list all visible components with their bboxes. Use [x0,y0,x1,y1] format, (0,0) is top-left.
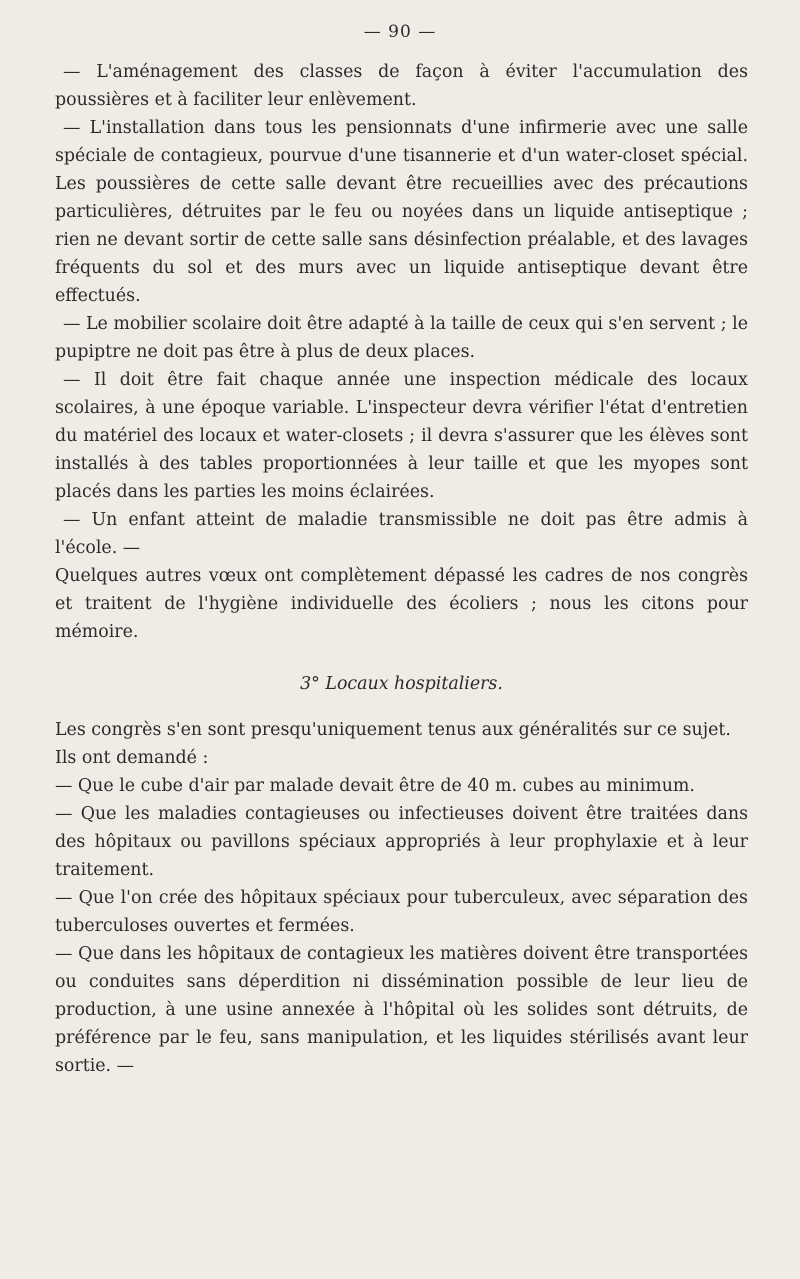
paragraph-amenagement: — L'aménagement des classes de façon à éviter l'accumulation des poussières et à faciliter leur enlèvement. [55,62,748,110]
paragraph-enfant: — Un enfant atteint de maladie transmissible ne doit pas être admis à l'école. — [55,510,748,558]
paragraph-tuberculeux: — Que l'on crée des hôpitaux spéciaux pour tuberculeux, avec séparation des tuberculoses ouvertes et fermées. [55,888,748,936]
paragraph-inspection: — Il doit être fait chaque année une inspection médicale des locaux scolaires, à une époque variable. L'inspecteur devra vérifier l'état d'entretien du matériel des locaux et water-closets ; il devra s'assurer que les élèves sont installés à des tables proportionnées à leur taille et que les myopes sont placés dans les parties les moins éclairées. [55,370,748,502]
paragraph-demande: Ils ont demandé : [55,748,209,768]
paragraph-autres-voeux: Quelques autres vœux ont complètement dépassé les cadres de nos congrès et traitent de l'hygiène individuelle des écoliers ; nous les citons pour mémoire. [55,566,748,642]
paragraph-mobilier: — Le mobilier scolaire doit être adapté à la taille de ceux qui s'en servent ; le pupiptre ne doit pas être à plus de deux places. [55,314,748,362]
body-text [55,58,748,1080]
section-title: 3° Locaux hospitaliers. [300,674,503,694]
paragraph-installation: — L'installation dans tous les pensionnats d'une infirmerie avec une salle spéciale de contagieux, pourvue d'une tisannerie et d'un water-closet spécial. Les poussières de cette salle devant être recueillies avec des précautions particulières, détruites par le feu ou noyées dans un liquide antiseptique ; rien ne devant sortir de cette salle sans désinfection préalable, et des lavages fréquents du sol et des murs avec un liquide antiseptique devant être effectués. [55,118,748,306]
paragraph-matieres: — Que dans les hôpitaux de contagieux les matières doivent être transportées ou conduites sans déperdition ni dissémination possible de leur lieu de production, à une usine annexée à l'hôpital où les solides sont détruits, de préférence par le feu, sans manipulation, et les liquides stérilisés avant leur sortie. — [55,944,748,1076]
paragraph-maladies: — Que les maladies contagieuses ou infectieuses doivent être traitées dans des hôpitaux ou pavillons spéciaux appropriés à leur prophylaxie et à leur traitement. [55,804,748,880]
page-number: — 90 — [363,22,437,42]
paragraph-congres: Les congrès s'en sont presqu'uniquement tenus aux généralités sur ce sujet. [55,720,731,740]
paragraph-cube-air: — Que le cube d'air par malade devait être de 40 m. cubes au minimum. [55,776,695,796]
